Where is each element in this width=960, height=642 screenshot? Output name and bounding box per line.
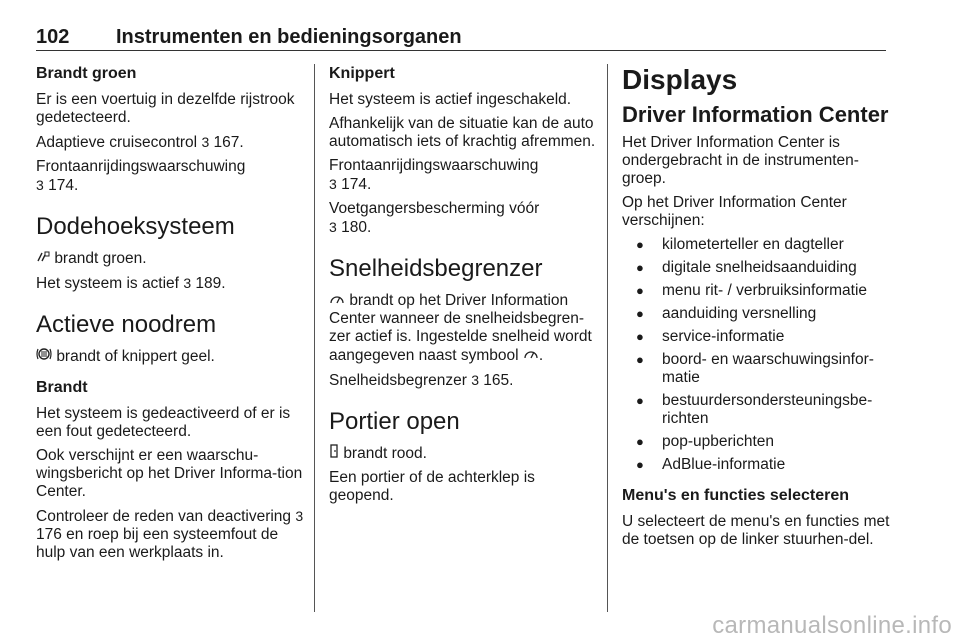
list-item: ● service-informatie	[636, 328, 892, 346]
column-3	[622, 64, 892, 555]
reference-arrow-icon: 3	[36, 177, 44, 193]
section-heading: Brandt groen	[36, 65, 137, 82]
paragraph: Het systeem is gedeactiveerd of er is een fout gedetecteerd.	[36, 405, 291, 440]
list-item: ● aanduiding versnelling	[636, 305, 892, 323]
reference-arrow-icon: 3	[329, 176, 337, 192]
paragraph: Controleer de reden van deactivering 3 176 en roep bij een systeemfout de hulp van een werkplaats in.	[36, 508, 304, 561]
speed-limiter-icon	[523, 346, 539, 364]
list-item: ● digitale snelheidsaanduiding	[636, 259, 892, 277]
paragraph: Het systeem is actief ingeschakeld.	[329, 91, 572, 108]
paragraph: Het Driver Information Center is ondergebracht in de instrumenten-groep.	[622, 134, 859, 187]
column-2	[329, 64, 597, 511]
door-open-icon	[329, 444, 339, 462]
list-item: ● AdBlue-informatie	[636, 456, 892, 474]
chapter-title: Instrumenten en bedieningsorganen	[116, 26, 462, 48]
reference-arrow-icon: 3	[201, 134, 210, 150]
section-heading: Actieve noodrem	[36, 311, 217, 338]
paragraph: Frontaanrijdingswaarschuwing 3 174.	[329, 157, 539, 193]
section-heading: Knippert	[329, 65, 395, 82]
list-item: ● boord- en waarschuwingsinfor-matie	[636, 351, 892, 387]
list-item: ● pop-upberichten	[636, 433, 892, 451]
list-item: ● kilometerteller en dagteller	[636, 236, 892, 254]
paragraph: Ook verschijnt er een waarschu-wingsbericht op het Driver Informa-tion Center.	[36, 447, 303, 500]
display-list	[622, 236, 892, 474]
paragraph: brandt of knippert geel.	[36, 347, 306, 366]
reference-arrow-icon: 3	[295, 508, 304, 524]
paragraph: Op het Driver Information Center verschijnen:	[622, 194, 847, 229]
paragraph: Voetgangersbescherming vóór 3 180.	[329, 200, 540, 236]
section-heading: Portier open	[329, 408, 460, 435]
reference-arrow-icon: 3	[183, 275, 192, 291]
paragraph: Adaptieve cruisecontrol 3 167.	[36, 134, 244, 151]
reference-arrow-icon: 3	[329, 219, 337, 235]
section-heading: Displays	[622, 64, 738, 95]
section-heading: Snelheidsbegrenzer	[329, 255, 543, 282]
paragraph: Het systeem is actief 3 189.	[36, 275, 226, 292]
paragraph: U selecteert de menu's en functies met de toetsen op de linker stuurhen-del.	[622, 513, 890, 548]
page-header	[36, 24, 886, 51]
paragraph: brandt rood.	[329, 444, 597, 463]
watermark: carmanualsonline.info	[712, 612, 952, 639]
paragraph: brandt groen.	[36, 249, 306, 268]
paragraph: Een portier of de achterklep is geopend.	[329, 469, 535, 504]
reference-arrow-icon: 3	[471, 372, 479, 388]
speed-limiter-icon	[329, 291, 345, 309]
column-1	[36, 64, 306, 568]
column-divider	[607, 64, 608, 612]
section-heading: Dodehoeksysteem	[36, 213, 235, 240]
emergency-brake-icon	[36, 347, 52, 365]
paragraph: Frontaanrijdingswaarschuwing 3 174.	[36, 158, 246, 194]
section-heading: Brandt	[36, 379, 88, 396]
paragraph: brandt op het Driver Information Center wanneer de snelheidsbegren-zer actief is. Ingestelde snelheid wordt aangegeven naast symbool .	[329, 292, 592, 364]
paragraph: Afhankelijk van de situatie kan de auto automatisch iets of krachtig afremmen.	[329, 115, 596, 150]
blind-spot-icon	[36, 249, 50, 267]
page-number: 102	[36, 26, 70, 48]
column-divider	[314, 64, 315, 612]
list-item: ● menu rit- / verbruiksinformatie	[636, 282, 892, 300]
section-heading: Menu's en functies selecteren	[622, 487, 849, 504]
paragraph: Er is een voertuig in dezelfde rijstrook gedetecteerd.	[36, 91, 295, 126]
section-heading: Driver Information Center	[622, 102, 889, 127]
paragraph: Snelheidsbegrenzer 3 165.	[329, 372, 514, 389]
list-item: ● bestuurdersondersteuningsbe-richten	[636, 392, 892, 428]
